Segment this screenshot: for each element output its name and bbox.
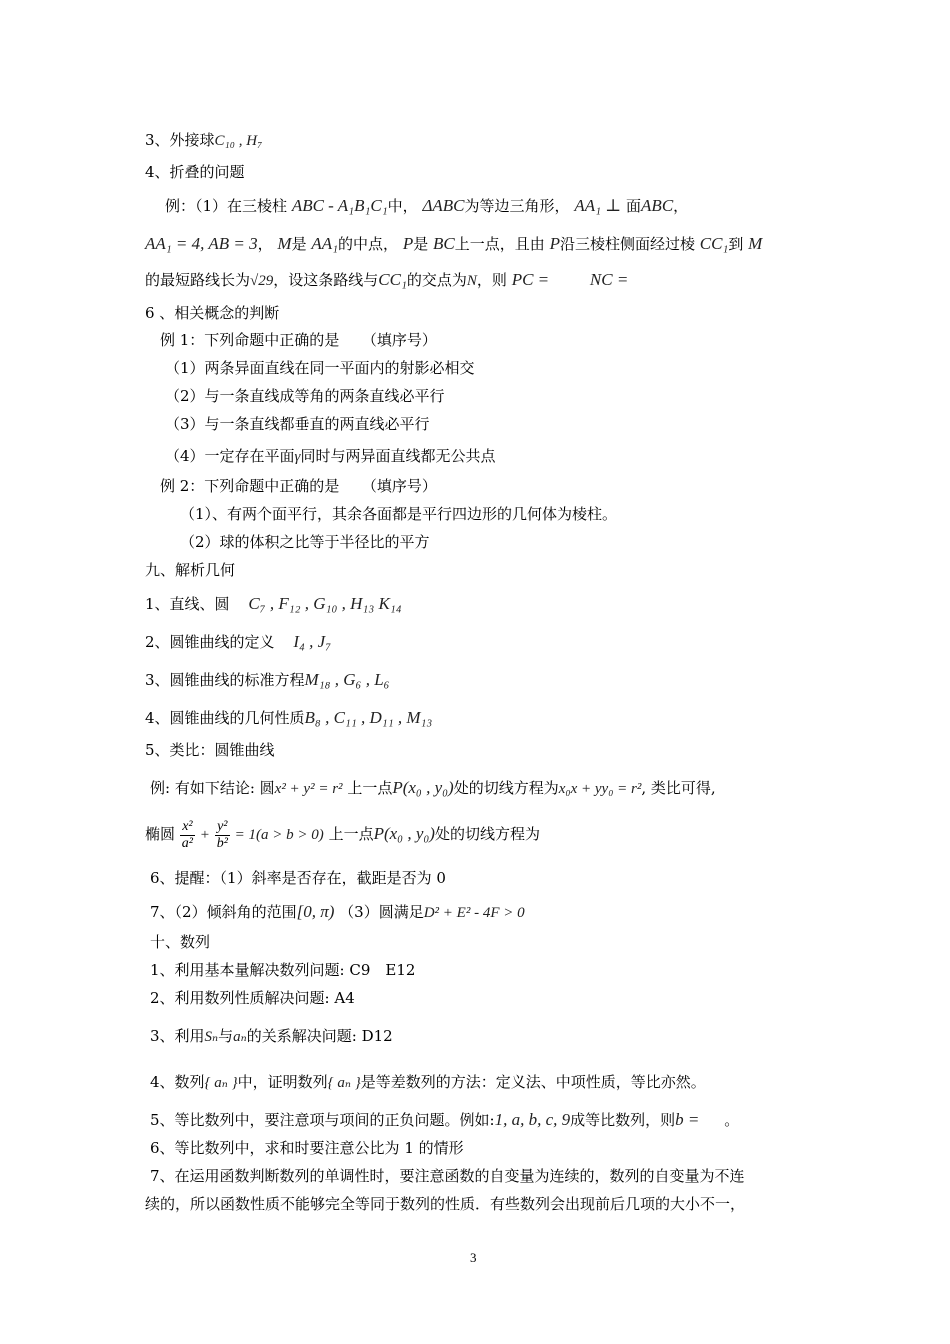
math: PC = <box>511 270 550 289</box>
text: ，则 <box>476 271 507 289</box>
text: 的最短路线长为 <box>145 271 251 289</box>
text: 3、外接球 <box>145 131 215 149</box>
math: D² + E² - 4F > 0 <box>423 905 525 921</box>
math: { aₙ } <box>327 1075 361 1091</box>
text: ， <box>673 197 689 215</box>
example-2-title: 例 2：下列命题中正确的是 （填序号） <box>160 477 437 495</box>
text: 的交点为 <box>406 271 467 289</box>
math: C₇ , F₁₂ , G₁₀ , H₁₃ K₁₄ <box>248 594 402 613</box>
denominator: b² <box>216 835 228 851</box>
item-analogy: 5、类比：圆锥曲线 <box>145 741 275 759</box>
math: 1, a, b, c, 9 <box>494 1110 571 1129</box>
text: 同时与两异面直线都无公共点 <box>300 447 496 465</box>
text: 例：（1）在三棱柱 <box>165 197 288 215</box>
text: 是 <box>413 235 429 253</box>
math: CC₁ <box>699 234 729 253</box>
denominator: a² <box>181 835 193 851</box>
sequence-item-5 <box>150 1110 739 1130</box>
item-line-circle <box>145 594 402 614</box>
text: 是 <box>291 235 307 253</box>
math: ABC <box>641 196 674 215</box>
example-1-item-4 <box>165 446 495 467</box>
text: ，设这条路线与 <box>273 271 379 289</box>
text: （4）一定存在平面 <box>165 447 295 465</box>
item-angle-range <box>150 902 525 923</box>
example-prism-line1 <box>165 196 688 216</box>
sequence-item-3 <box>150 1026 393 1047</box>
math: P(x₀ , y₀) <box>392 778 454 797</box>
text: 1、直线、圆 <box>145 595 230 613</box>
text: 处的切线方程为 <box>434 825 540 843</box>
text: 例: 有如下结论: 圆 <box>150 779 275 797</box>
item-conic-definition <box>145 632 331 652</box>
text: 2、圆锥曲线的定义 <box>145 633 275 651</box>
page-number: 3 <box>470 1250 477 1265</box>
math: x₀x + yy₀ = r² <box>558 781 642 797</box>
section-concepts: 6 、相关概念的判断 <box>145 304 280 322</box>
text: 成等比数列，则 <box>570 1111 676 1129</box>
text: 5、等比数列中，要注意项与项间的正负问题。例如: <box>150 1111 495 1129</box>
math: [0, π) <box>296 902 335 921</box>
item-circumsphere <box>145 130 262 151</box>
text: 7、（2）倾斜角的范围 <box>150 903 297 921</box>
example-prism-line2 <box>145 234 762 254</box>
sequence-item-7-line2: 续的，所以函数性质不能够完全等同于数列的性质．有些数列会出现前后几项的大小不一， <box>145 1195 746 1213</box>
text: 中， <box>387 197 418 215</box>
example-1-item-2: （2）与一条直线成等角的两条直线必平行 <box>165 387 445 405</box>
text: 沿三棱柱侧面经过棱 <box>559 235 695 253</box>
section-sequences: 十、数列 <box>150 933 211 951</box>
example-ellipse-tangent: 椭圆 $\frac{\text{x²}}{\text{a²}}$ + $\frac{\text{y²}}{\text{b²}}$ = 1(a > b > 0) 上一点P(x₀ , y₀)处的切线方程为 <box>145 818 540 851</box>
math: N <box>466 273 477 289</box>
example-2-item-2: （2）球的体积之比等于半径比的平方 <box>180 533 430 551</box>
math: P <box>402 234 414 253</box>
sequence-item-1: 1、利用基本量解决数列问题: C9 E12 <box>150 961 416 979</box>
text: ， <box>257 235 273 253</box>
text: 上一点，且由 <box>454 235 545 253</box>
example-prism-line3 <box>145 270 628 291</box>
example-1-item-3: （3）与一条直线都垂直的两直线必平行 <box>165 415 430 433</box>
math: M <box>277 234 292 253</box>
math: γ <box>294 449 301 465</box>
math: aₙ <box>233 1029 247 1045</box>
item-conic-standard <box>145 670 390 690</box>
example-circle-tangent <box>150 778 716 799</box>
math: √29 <box>250 273 274 289</box>
text: 面 <box>626 197 642 215</box>
math: = 1(a > b > 0) <box>234 827 324 843</box>
numerator: x² <box>180 819 195 836</box>
math: Sₙ <box>204 1029 219 1045</box>
text: （3）圆满足 <box>339 903 424 921</box>
math: C₁₀ , H₇ <box>214 133 263 149</box>
math: x² + y² = r² <box>274 781 343 797</box>
text: 4、数列 <box>150 1073 205 1091</box>
text: 上一点 <box>347 779 393 797</box>
math: P(x₀ , y₀) <box>373 824 435 843</box>
text: 椭圆 <box>145 825 176 843</box>
example-2-item-1: （1）、有两个面平行，其余各面都是平行四边形的几何体为棱柱。 <box>180 505 618 523</box>
math: NC = <box>589 270 629 289</box>
text: , 类比可得, <box>641 779 716 797</box>
math: BC <box>433 234 455 253</box>
math: ABC - A₁B₁C₁ <box>291 196 388 215</box>
sequence-item-7-line1: 7、在运用函数判断数列的单调性时，要注意函数的自变量为连续的，数列的自变量为不连 <box>150 1167 745 1185</box>
math: B₈ , C₁₁ , D₁₁ , M₁₃ <box>304 708 433 727</box>
math: CC₁ <box>378 270 407 289</box>
text: 3、利用 <box>150 1027 205 1045</box>
math: I₄ , J₇ <box>293 632 332 651</box>
example-1-item-1: （1）两条异面直线在同一平面内的射影必相交 <box>165 359 475 377</box>
sequence-item-6: 6、等比数列中，求和时要注意公比为 1 的情形 <box>150 1139 464 1157</box>
text: 到 <box>728 235 744 253</box>
text: 的关系解决问题: D12 <box>246 1027 393 1045</box>
item-conic-properties <box>145 708 432 728</box>
math: ΔABC <box>422 196 465 215</box>
numerator: y² <box>215 819 230 836</box>
math: b = <box>675 1110 700 1129</box>
text: 3、圆锥曲线的标准方程 <box>145 671 305 689</box>
text: 为等边三角形， <box>464 197 570 215</box>
fraction-x2-a2 <box>180 819 195 852</box>
math: P <box>549 234 560 253</box>
text: 。 <box>724 1111 740 1129</box>
sequence-item-2: 2、利用数列性质解决问题: A4 <box>150 989 355 1007</box>
math: AA₁ = 4, AB = 3 <box>145 234 258 253</box>
math: AA₁ ⊥ <box>574 196 622 215</box>
text: 上一点 <box>328 825 374 843</box>
math: M <box>748 234 763 253</box>
text: 与 <box>218 1027 234 1045</box>
section-analytic-geometry: 九、解析几何 <box>145 561 236 579</box>
math: AA₁ <box>311 234 339 253</box>
sequence-item-4 <box>150 1072 706 1093</box>
math: { aₙ } <box>204 1075 238 1091</box>
math: M₁₈ , G₆ , L₆ <box>304 670 390 689</box>
item-reminder: 6、提醒：（1）斜率是否存在，截距是否为 0 <box>150 869 446 887</box>
text: 中，证明数列 <box>237 1073 328 1091</box>
item-folding: 4、折叠的问题 <box>145 163 245 181</box>
text: 的中点， <box>338 235 399 253</box>
fraction-y2-b2 <box>215 819 230 852</box>
text: 是等差数列的方法：定义法、中项性质，等比亦然。 <box>360 1073 706 1091</box>
example-1-title: 例 1：下列命题中正确的是 （填序号） <box>160 331 437 349</box>
text: 4、圆锥曲线的几何性质 <box>145 709 305 727</box>
text: 处的切线方程为 <box>453 779 559 797</box>
